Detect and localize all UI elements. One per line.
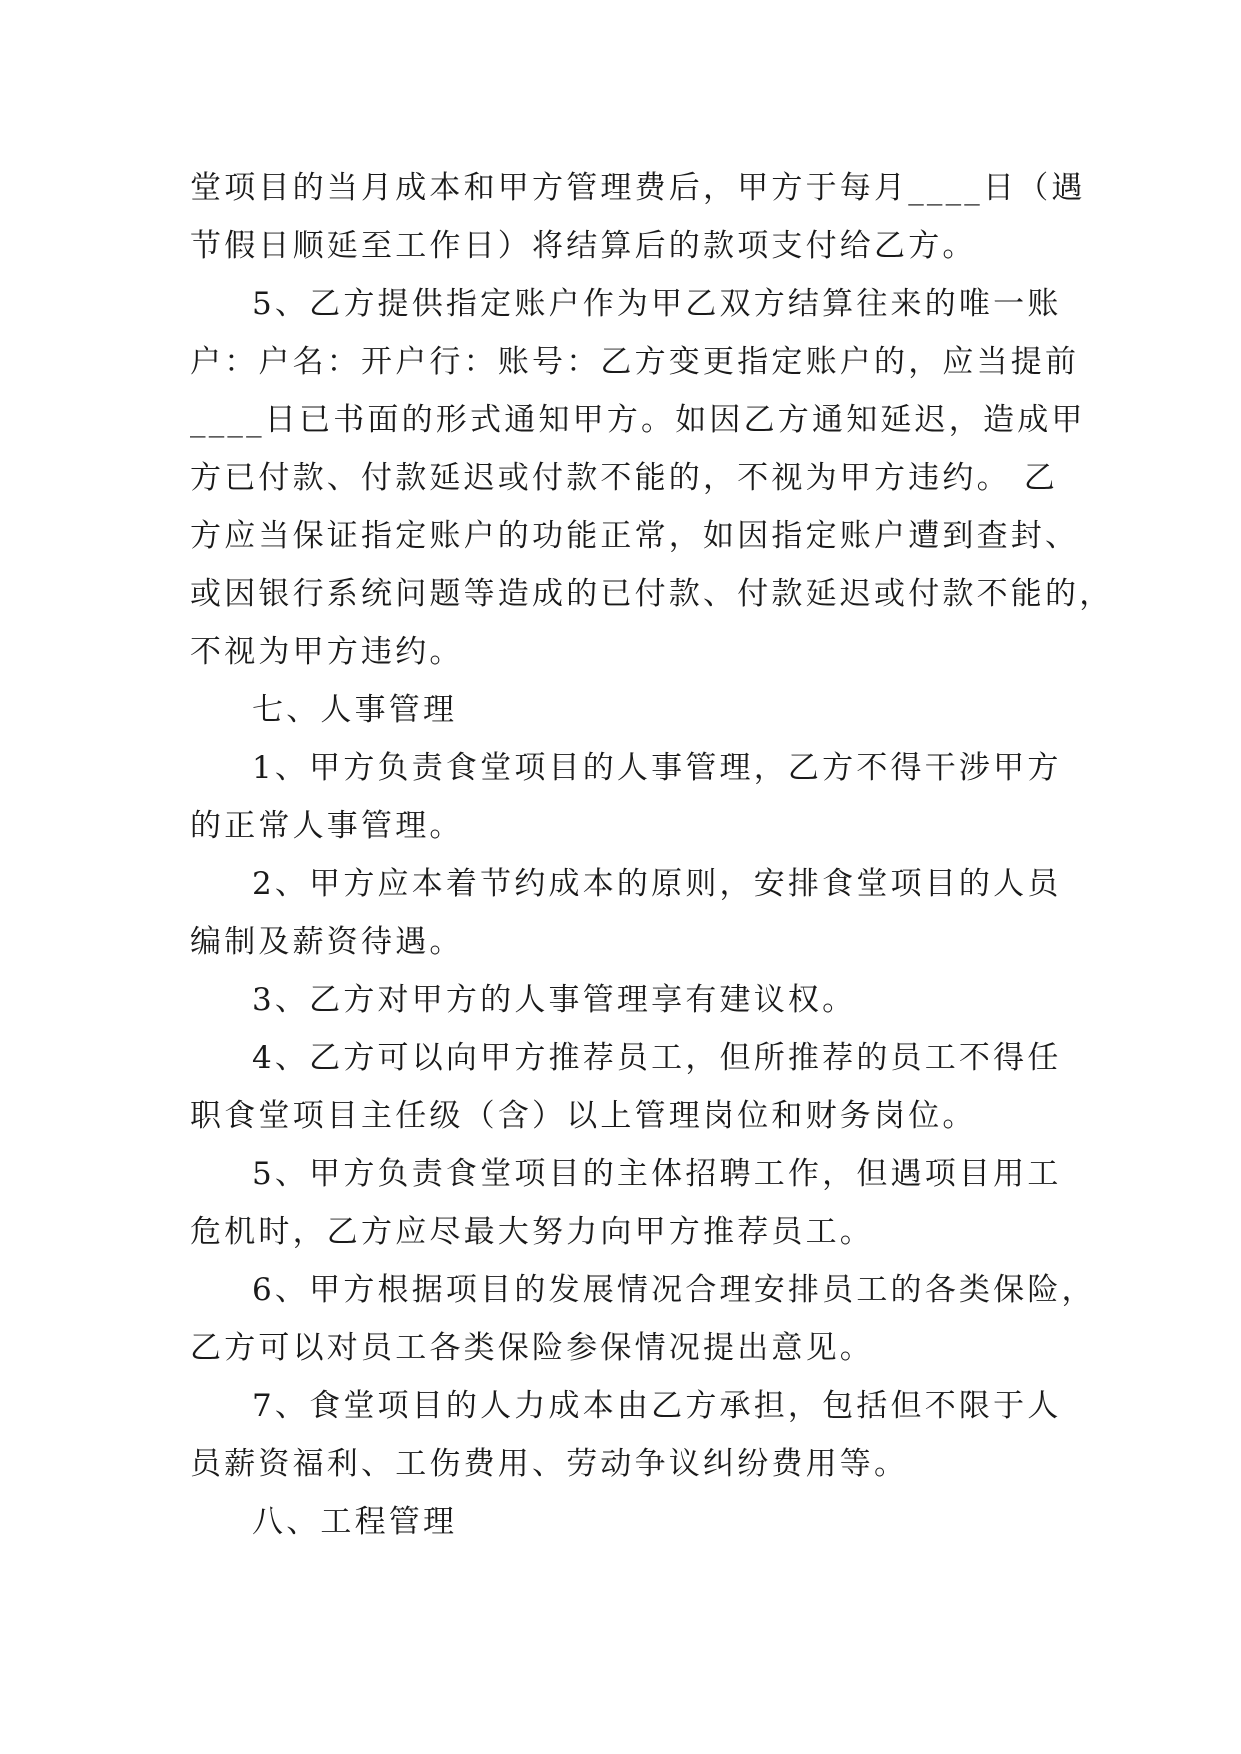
text-line: 户：户名：开户行：账号：乙方变更指定账户的，应当提前 <box>190 344 1080 380</box>
text-line: 方已付款、付款延迟或付款不能的，不视为甲方违约。 乙 <box>190 460 1059 496</box>
paragraph-start-line: 5、甲方负责食堂项目的主体招聘工作，但遇项目用工 <box>252 1156 1062 1192</box>
text-line: 乙方可以对员工各类保险参保情况提出意见。 <box>190 1330 874 1366</box>
text-line: 编制及薪资待遇。 <box>190 924 464 960</box>
section-heading: 七、人事管理 <box>252 692 458 728</box>
paragraph-start-line: 3、乙方对甲方的人事管理享有建议权。 <box>252 982 857 1018</box>
section-heading: 八、工程管理 <box>252 1504 458 1540</box>
text-line: 职食堂项目主任级（含）以上管理岗位和财务岗位。 <box>190 1098 977 1134</box>
text-line: 堂项目的当月成本和甲方管理费后，甲方于每月____日（遇 <box>190 170 1086 206</box>
paragraph-start-line: 1、甲方负责食堂项目的人事管理，乙方不得干涉甲方 <box>252 750 1062 786</box>
text-line: 方应当保证指定账户的功能正常，如因指定账户遭到查封、 <box>190 518 1080 554</box>
paragraph-start-line: 6、甲方根据项目的发展情况合理安排员工的各类保险， <box>252 1272 1096 1308</box>
text-line: 不视为甲方违约。 <box>190 634 464 670</box>
paragraph-start-line: 4、乙方可以向甲方推荐员工，但所推荐的员工不得任 <box>252 1040 1062 1076</box>
text-line: ____日已书面的形式通知甲方。如因乙方通知延迟，造成甲 <box>190 402 1086 438</box>
text-line: 危机时，乙方应尽最大努力向甲方推荐员工。 <box>190 1214 874 1250</box>
text-line: 员薪资福利、工伤费用、劳动争议纠纷费用等。 <box>190 1446 909 1482</box>
text-line: 或因银行系统问题等造成的已付款、付款延迟或付款不能的， <box>190 576 1114 612</box>
text-line: 节假日顺延至工作日）将结算后的款项支付给乙方。 <box>190 228 977 264</box>
text-line: 的正常人事管理。 <box>190 808 464 844</box>
paragraph-start-line: 2、甲方应本着节约成本的原则，安排食堂项目的人员 <box>252 866 1062 902</box>
paragraph-start-line: 7、食堂项目的人力成本由乙方承担，包括但不限于人 <box>252 1388 1062 1424</box>
paragraph-start-line: 5、乙方提供指定账户作为甲乙双方结算往来的唯一账 <box>252 286 1062 322</box>
